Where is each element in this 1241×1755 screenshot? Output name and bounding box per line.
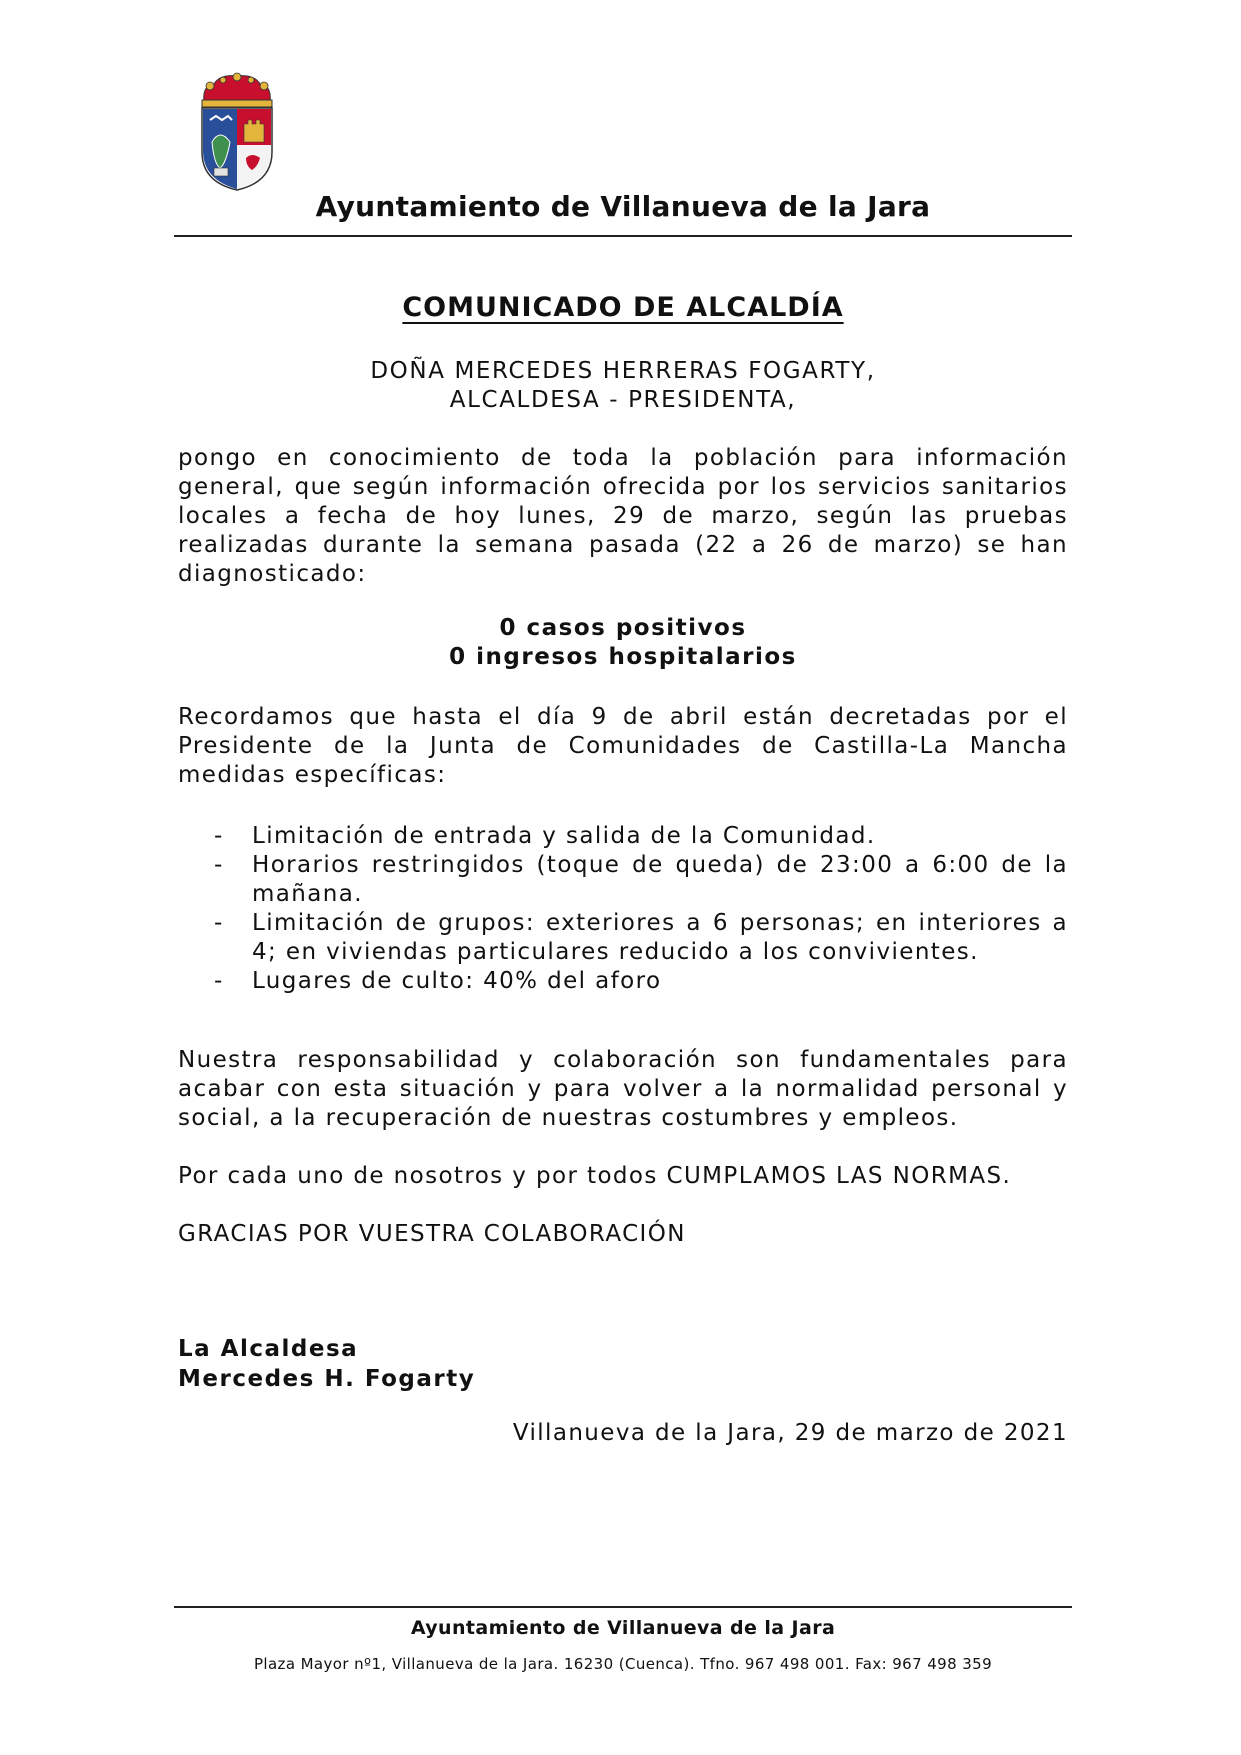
list-item <box>178 909 1068 967</box>
list-item-text: Limitación de grupos: exteriores a 6 personas; en interiores a 4; en viviendas particulares reducido a los convivientes. <box>252 910 1068 965</box>
footer-address: Plaza Mayor nº1, Villanueva de la Jara. 16230 (Cuenca). Tfno. 967 498 001. Fax: 967 498 359 <box>253 1655 993 1673</box>
list-marker: - <box>214 968 224 994</box>
signature-name: Mercedes H. Fogarty <box>178 1366 476 1392</box>
responsibility-paragraph: Nuestra responsabilidad y colaboración son fundamentales para acabar con esta situación y para volver a la normalidad personal y social, a la recuperación de nuestras costumbres y empleos. <box>178 1047 1068 1131</box>
place-date: Villanueva de la Jara, 29 de marzo de 2021 <box>512 1420 1068 1446</box>
footer-title: Ayuntamiento de Villanueva de la Jara <box>410 1617 836 1639</box>
list-item-text: Horarios restringidos (toque de queda) de 23:00 a 6:00 de la mañana. <box>252 852 1068 907</box>
thanks-line: GRACIAS POR VUESTRA COLABORACIÓN <box>178 1221 686 1247</box>
call-to-action: Por cada uno de nosotros y por todos CUMPLAMOS LAS NORMAS. <box>178 1163 1012 1189</box>
header-divider <box>174 235 1072 237</box>
footer-divider <box>174 1606 1072 1608</box>
list-marker: - <box>214 852 224 878</box>
reminder-paragraph: Recordamos que hasta el día 9 de abril están decretadas por el Presidente de la Junta de Comunidades de Castilla-La Mancha medidas específicas: <box>178 704 1068 788</box>
list-item-text: Limitación de entrada y salida de la Comunidad. <box>252 823 876 849</box>
signature-role: La Alcaldesa <box>178 1336 359 1362</box>
document-title <box>174 292 1072 323</box>
intro-paragraph: pongo en conocimiento de toda la población para información general, que según información ofrecida por los servicios sanitarios locales a fecha de hoy lunes, 29 de marzo, según las pruebas realizadas durante la semana pasada (22 a 26 de marzo) se han diagnosticado: <box>178 445 1068 587</box>
document-title-text: COMUNICADO DE ALCALDÍA <box>402 292 844 323</box>
stat-hospital-admissions: 0 ingresos hospitalarios <box>449 644 797 670</box>
signature-block <box>178 1334 475 1394</box>
author-role: ALCALDESA - PRESIDENTA, <box>449 387 797 413</box>
stat-positive-cases: 0 casos positivos <box>499 615 747 641</box>
list-item <box>178 822 1068 851</box>
list-marker: - <box>214 910 224 936</box>
list-marker: - <box>214 823 224 849</box>
measures-list <box>178 822 1068 996</box>
list-item <box>178 851 1068 909</box>
list-item <box>178 967 1068 996</box>
list-item-text: Lugares de culto: 40% del aforo <box>252 968 662 994</box>
coat-of-arms-icon <box>196 72 278 192</box>
author-name: DOÑA MERCEDES HERRERAS FOGARTY, <box>370 358 876 384</box>
header-title: Ayuntamiento de Villanueva de la Jara <box>315 190 931 223</box>
